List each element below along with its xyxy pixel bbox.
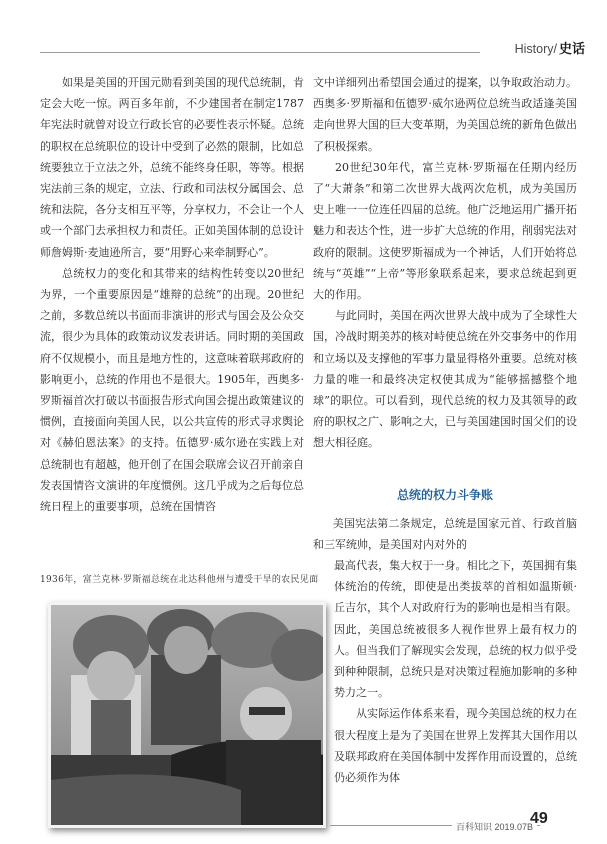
- section-heading: 总统的权力斗争账: [396, 488, 493, 502]
- page-number: 49: [530, 810, 548, 827]
- photo-caption: 1936年，富兰克林·罗斯福总统在北达科他州与遭受干旱的农民见面: [40, 575, 319, 585]
- lower-right-column: [334, 555, 577, 817]
- paragraph: 最高代表，集大权于一身。相比之下，英国拥有集体统治的传统，即使是出类拔萃的首相如温斯顿·丘吉尔，其个人对政府行为的影响也是相当有限。因此，美国总统被很多人视作世界上最有权力的人。但当我们了解现实会发现，总统的权力似乎受到种种限制，总统只是对决策过程施加影响的多种势力之一。: [334, 559, 577, 700]
- paragraph: 20世纪30年代，富兰克林·罗斯福在任期内经历了“大萧条”和第二次世界大战两次危机，成为美国历史上唯一一位连任四届的总统。他广泛地运用广播开拓魅力和表达个性，进一步扩大总统的作用，削弱宪法对政府的限制。这使罗斯福成为一个神话，人们开始将总统与“英雄”“上帝”等形象联系起来，要求总统起到更大的作用。: [313, 160, 577, 302]
- paragraph: 从实际运作体系来看，现今美国总统的权力在很大程度上是为了美国在世界上发挥其大国作用以及联邦政府在美国体制中发挥作用而设置的，总统仍必须作为体: [334, 707, 577, 785]
- paragraph: 总统权力的变化和其带来的结构性转变以20世纪为界，一个重要原因是“雄辩的总统”的出现。20世纪之前，多数总统以书面而非演讲的形式与国会及公众交流，很少为具体的政策动议发表讲话。同时期的美国政府不仅规模小，而且是地方性的，这意味着联邦政府的影响更小，总统的作用也不是很大。1905年，西奥多·罗斯福首次打破以书面报告形式向国会提出政策建议的惯例，直接面向美国人民，以公共宣传的形式寻求舆论对《赫伯恩法案》的支持。伍德罗·威尔逊在实践上对总统制也有超越，他开创了在国会联席会议召开前亲自发表国情咨文演讲的年度惯例。这几乎成为之后每位总统日程上的重要事项，总统在国情咨: [40, 266, 304, 514]
- intro-paragraph: [40, 513, 577, 555]
- paragraph: 与此同时，美国在两次世界大战中成为了全球性大国，冷战时期美苏的核对峙使总统在外交事务中的作用和立场以及支撑他的军事力量显得格外重要。总统对核力量的唯一和最终决定权使其成为“能够摇撼整个地球”的职位。可以看到，现代总统的权力及其领导的政府的职权之广、影响之大，已与美国建国时国父们的设想大相径庭。: [313, 309, 577, 450]
- paragraph: 文中详细列出希望国会通过的提案，以争取政治动力。西奥多·罗斯福和伍德罗·威尔逊两位总统当政适逢美国走向世界大国的巨大变革期，为美国总统的新角色做出了积极探索。: [313, 76, 577, 153]
- header-rule: [40, 52, 480, 53]
- left-column: [40, 72, 304, 542]
- header-label-en: History/: [514, 42, 557, 56]
- footer-journal: 百科知识 2019.07B: [452, 820, 537, 833]
- historical-photo: [48, 602, 326, 828]
- right-column: [313, 72, 577, 468]
- section-header: [509, 38, 585, 56]
- intro-lead: 美国宪法第二条规定，总统是国家元首、行政首脑和三军统帅，是美国对内对外的: [313, 517, 577, 552]
- header-label-cn: 史话: [558, 41, 585, 56]
- photo-illustration: [51, 605, 323, 825]
- paragraph: 如果是美国的开国元勋看到美国的现代总统制，肯定会大吃一惊。两百多年前，不少建国者在制定1787年宪法时就曾对设立行政长官的必要性表示怀疑。总统的职权在总统职位的设计中受到了必然的限制，比如总统要独立于立法之外，总统不能终身任职，等等。根据宪法前三条的规定，立法、行政和司法权分属国会、总统和法院，各分支相互平等，分享权力，不会让一个人或一个部门去承担权力和责任。正如美国体制的总设计师詹姆斯·麦迪逊所言，要“用野心来牵制野心”。: [40, 76, 304, 259]
